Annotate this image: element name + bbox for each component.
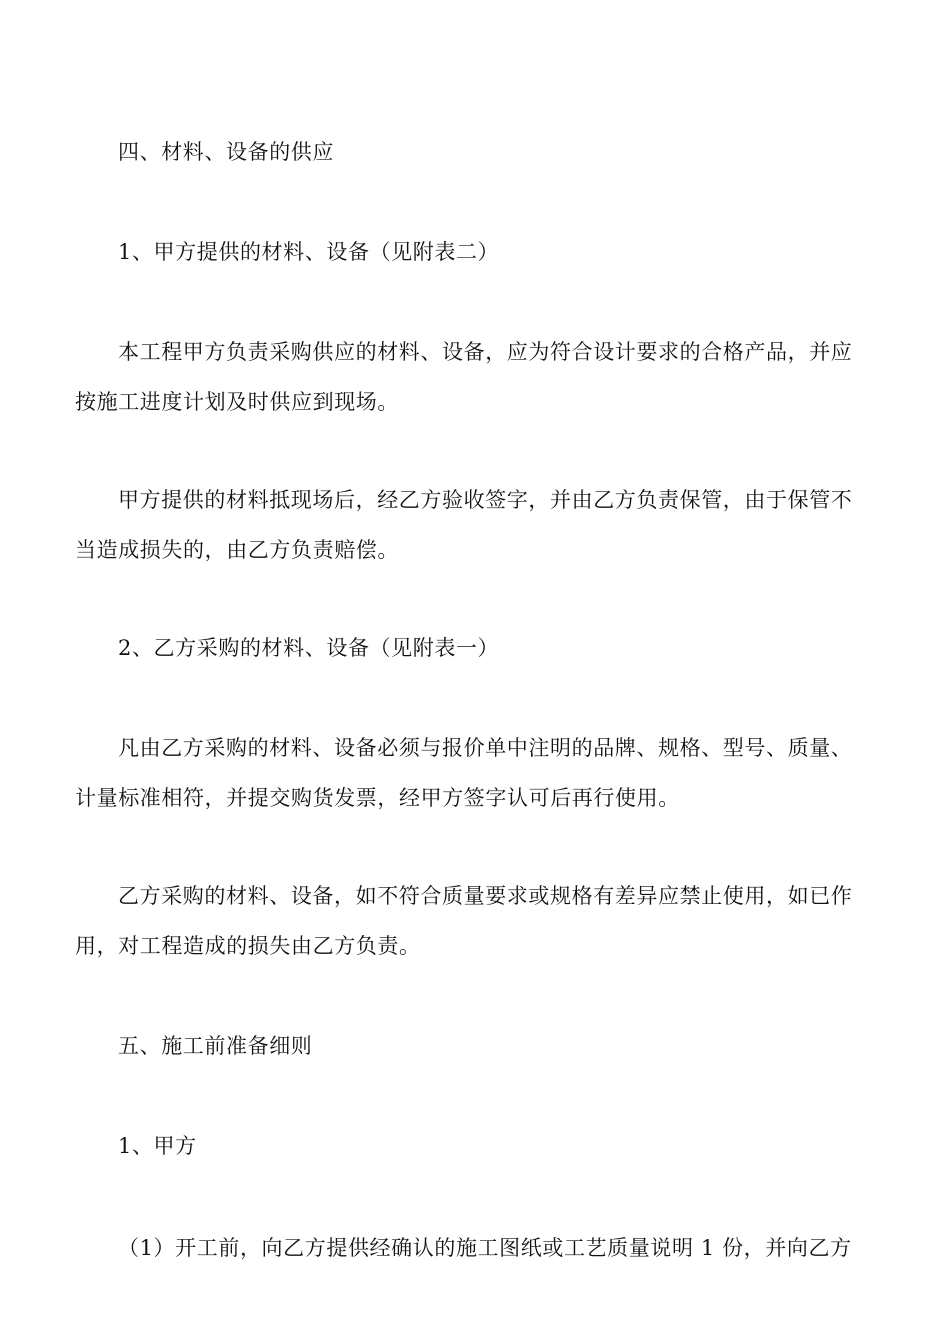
paragraph-line: 按施工进度计划及时供应到现场。 — [75, 390, 399, 414]
subsection-heading-5-1: 1、甲方 — [118, 1134, 197, 1158]
subsection-heading-4-2: 2、乙方采购的材料、设备（见附表一） — [118, 636, 500, 660]
section-heading-5: 五、施工前准备细则 — [118, 1034, 313, 1058]
paragraph-line: 凡由乙方采购的材料、设备必须与报价单中注明的品牌、规格、型号、质量、 — [118, 736, 853, 760]
paragraph-line: 甲方提供的材料抵现场后，经乙方验收签字，并由乙方负责保管，由于保管不 — [118, 488, 853, 512]
paragraph-line: 本工程甲方负责采购供应的材料、设备，应为符合设计要求的合格产品，并应 — [118, 340, 853, 364]
list-item-line: （1）开工前，向乙方提供经确认的施工图纸或工艺质量说明 1 份，并向乙方 — [118, 1236, 852, 1260]
paragraph-line: 当造成损失的，由乙方负责赔偿。 — [75, 538, 399, 562]
paragraph-line: 乙方采购的材料、设备，如不符合质量要求或规格有差异应禁止使用，如已作 — [118, 884, 853, 908]
paragraph-line: 用，对工程造成的损失由乙方负责。 — [75, 934, 421, 958]
section-heading-4: 四、材料、设备的供应 — [118, 140, 334, 164]
subsection-heading-4-1: 1、甲方提供的材料、设备（见附表二） — [118, 240, 500, 264]
paragraph-line: 计量标准相符，并提交购货发票，经甲方签字认可后再行使用。 — [75, 786, 680, 810]
